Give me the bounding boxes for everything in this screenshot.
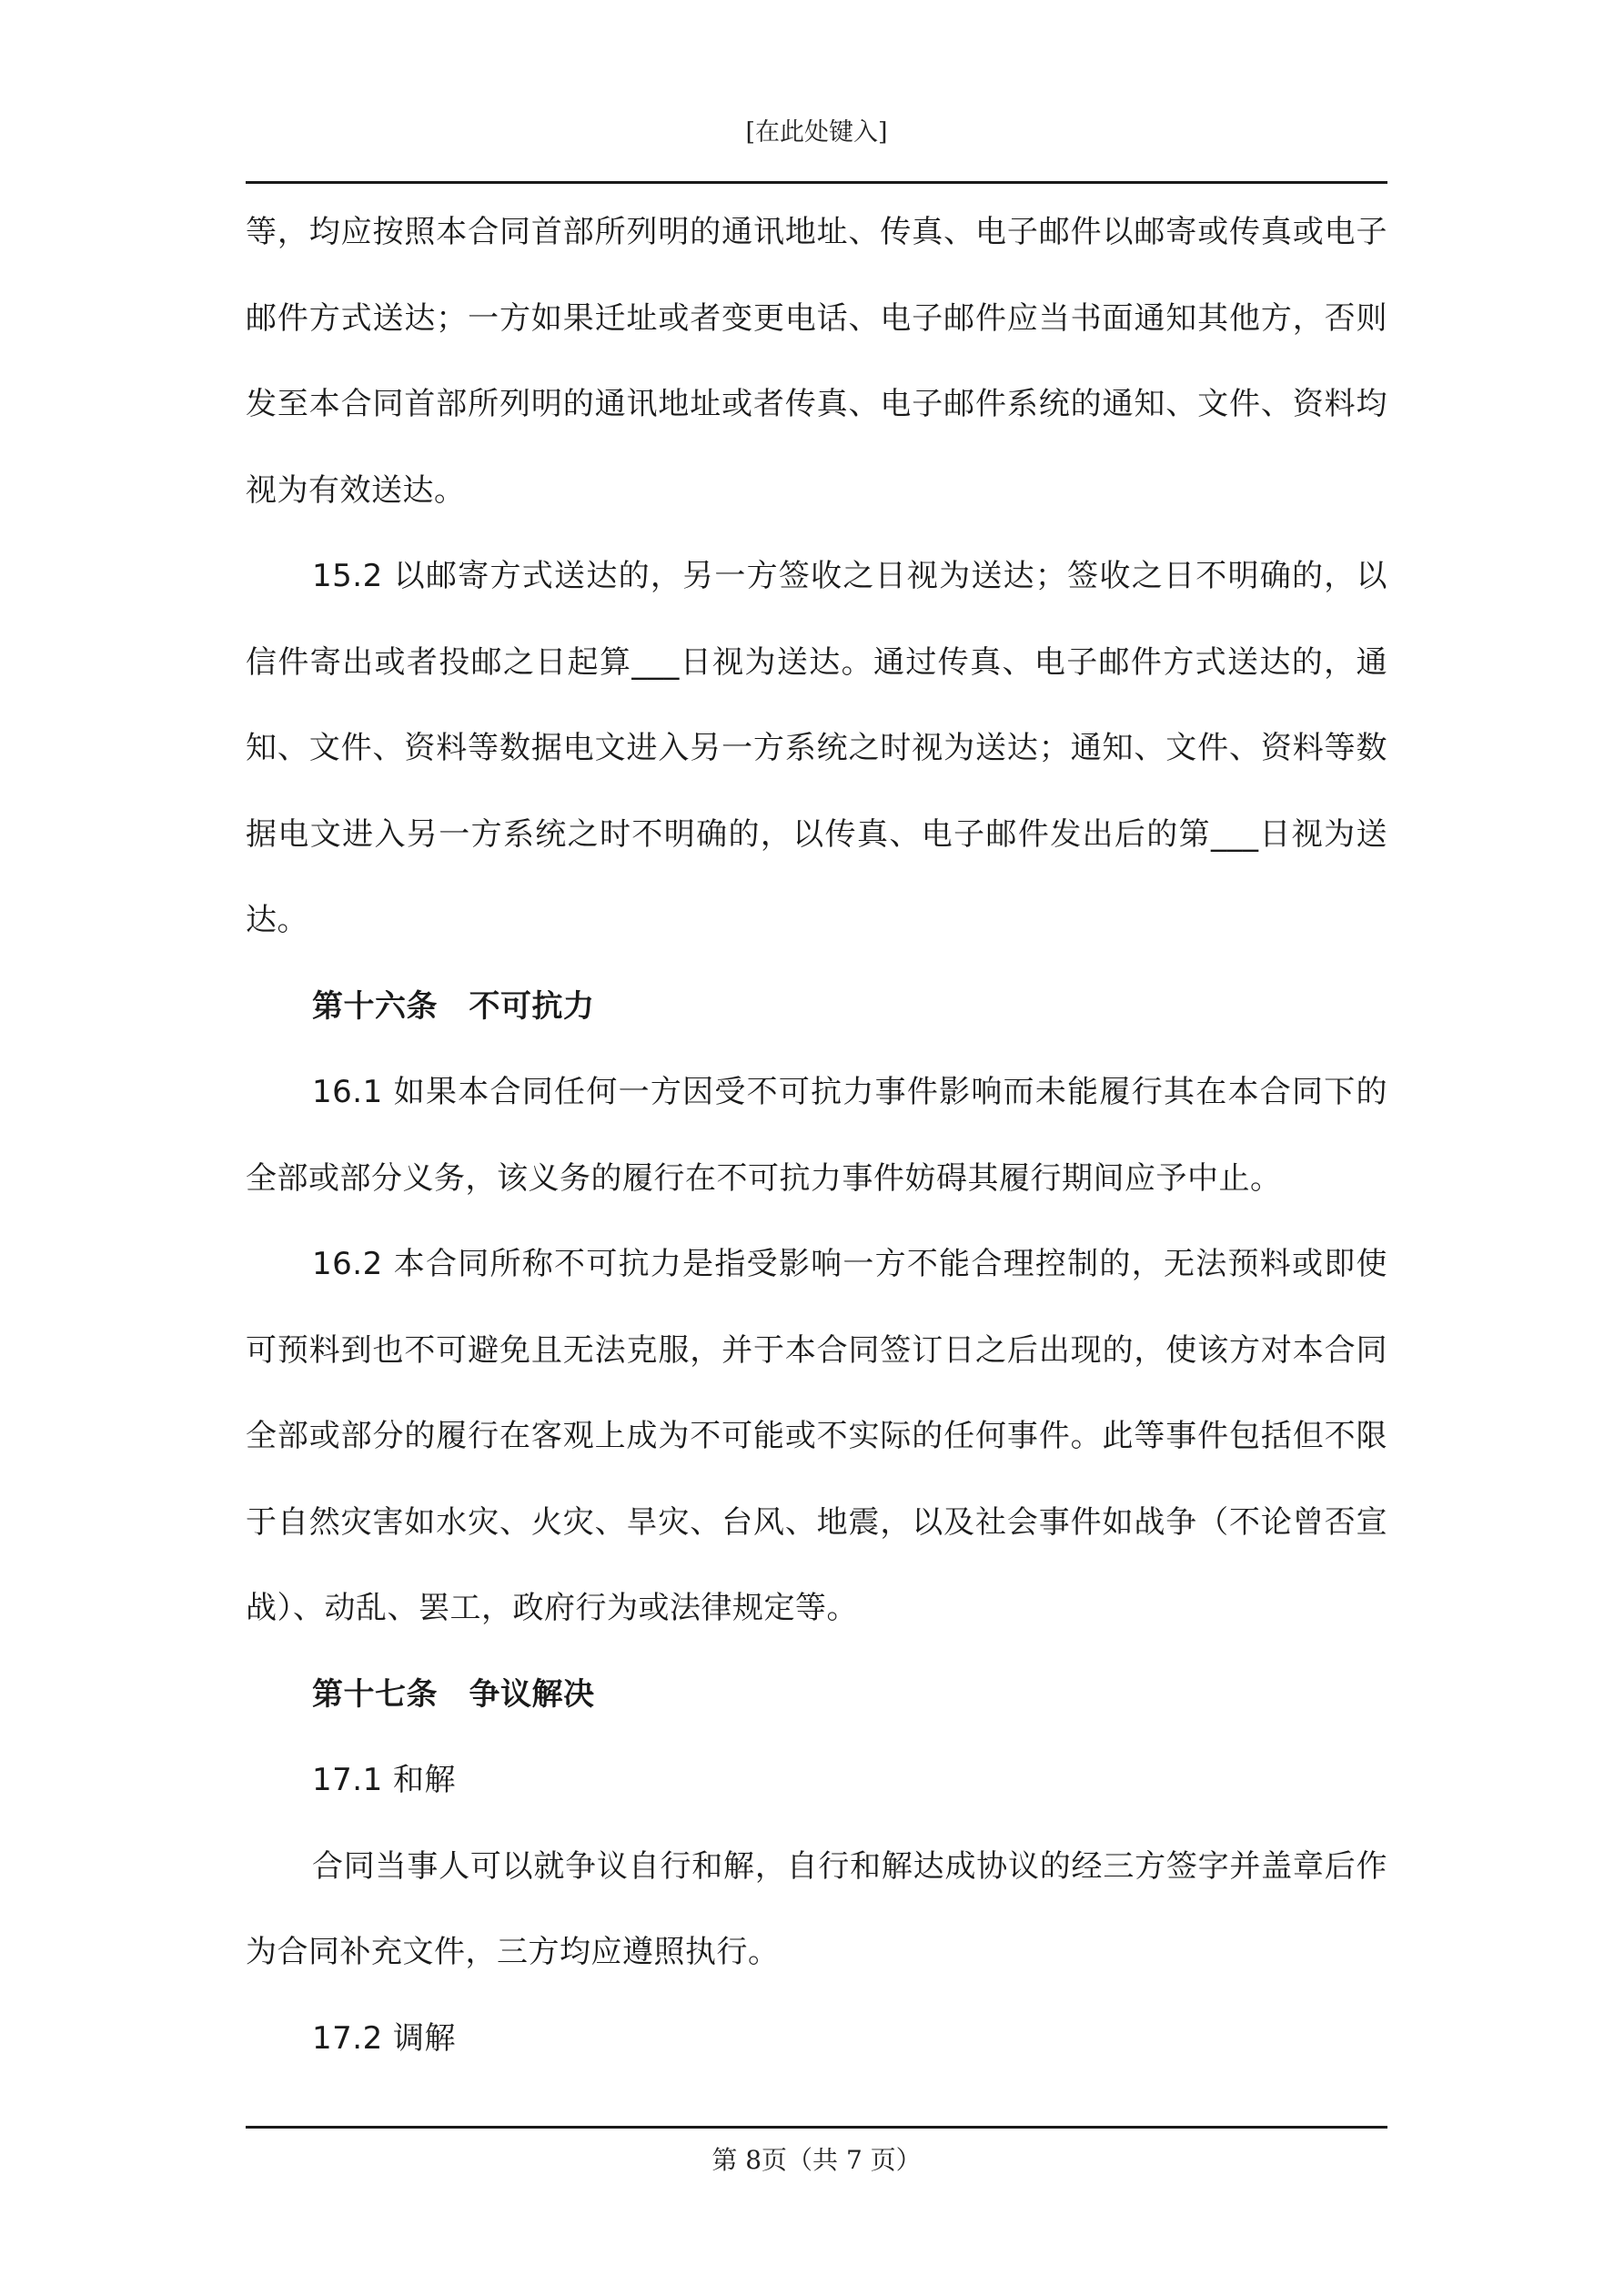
page-header: [在此处键入] bbox=[745, 118, 888, 147]
clause-17-1-title: 17.1 和解 bbox=[312, 1762, 457, 1798]
footer-rule bbox=[246, 2126, 1387, 2129]
paragraph-clause-16-2: 16.2 本合同所称不可抗力是指受影响一方不能合理控制的，无法预料或即使可预料到也不可避免且无法克服，并于本合同签订日之后出现的，使该方对本合同全部或部分的履行在客观上成为不可能或不实际的任何事件。此等事件包括但不限于自然灾害如水灾、火灾、旱灾、台风、地震，以及社会事件如战争（不论曾否宣战）、动乱、罢工，政府行为或法律规定等。 bbox=[246, 1246, 1387, 1626]
clause-17-2-title: 17.2 调解 bbox=[312, 2019, 457, 2057]
paragraph-clause-16-1: 16.1 如果本合同任何一方因受不可抗力事件影响而未能履行其在本合同下的全部或部分义务，该义务的履行在不可抗力事件妨碍其履行期间应予中止。 bbox=[246, 1074, 1387, 1197]
article-17-heading: 第十七条 争议解决 bbox=[312, 1675, 595, 1713]
header-rule bbox=[246, 181, 1387, 184]
document-body bbox=[246, 189, 1387, 2081]
paragraph-clause-15-2: 15.2 以邮寄方式送达的，另一方签收之日视为送达；签收之日不明确的，以信件寄出或者投邮之日起算___日视为送达。通过传真、电子邮件方式送达的，通知、文件、资料等数据电文进入另一方系统之时视为送达；通知、文件、资料等数据电文进入另一方系统之时不明确的，以传真、电子邮件发出后的第___日视为送达。 bbox=[246, 558, 1387, 938]
page-footer: 第 8页（共 7 页） bbox=[711, 2145, 922, 2175]
article-16-heading: 第十六条 不可抗力 bbox=[312, 987, 595, 1025]
paragraph-notice-continuation: 等，均应按照本合同首部所列明的通讯地址、传真、电子邮件以邮寄或传真或电子邮件方式送达；一方如果迁址或者变更电话、电子邮件应当书面通知其他方，否则发至本合同首部所列明的通讯地址或者传真、电子邮件系统的通知、文件、资料均视为有效送达。 bbox=[246, 214, 1387, 509]
paragraph-settlement: 合同当事人可以就争议自行和解，自行和解达成协议的经三方签字并盖章后作为合同补充文件，三方均应遵照执行。 bbox=[246, 1847, 1387, 1970]
